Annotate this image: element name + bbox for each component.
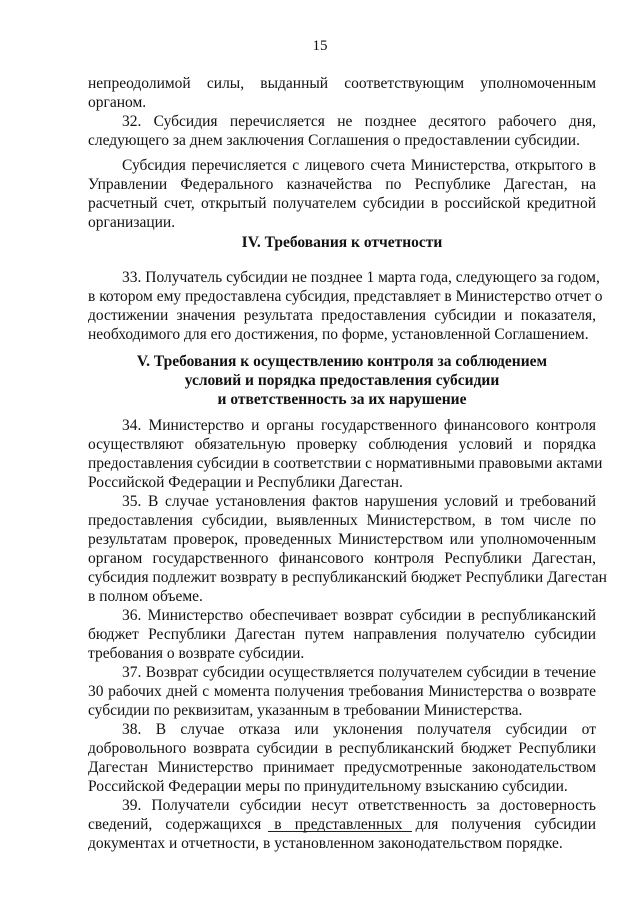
text-line: 30 рабочих дней с момента получения требования Министерства о возврате: [88, 683, 596, 700]
text-line: Дагестан Министерство принимает предусмотренные законодательством: [88, 759, 596, 776]
text-line: Управлении Федерального казначейства по Республике Дагестан, на: [88, 176, 596, 193]
paragraph-first-line: Субсидия перечисляется с лицевого счета Министерства, открытого в: [122, 157, 596, 174]
paragraph-last-line: Российской Федерации меры по принудительному взысканию субсидии.: [88, 778, 568, 795]
section-heading-line: и ответственность за их нарушение: [217, 391, 467, 408]
paragraph-first-line: 37. Возврат субсидии осуществляется получателем субсидии в течение: [122, 664, 596, 681]
text-line: предоставления субсидии, выявленных Министерством, в том числе по: [88, 512, 596, 529]
paragraph-last-line: Российской Федерации и Республики Дагестан.: [88, 474, 403, 491]
page-number: 15: [312, 38, 328, 54]
paragraph-last-line: необходимого для его достижения, по форме, установленной Соглашением.: [88, 326, 589, 343]
paragraph-last-line: документах и отчетности, в установленном законодательством порядке.: [88, 835, 563, 852]
paragraph-first-line: 32. Субсидия перечисляется не позднее десятого рабочего дня,: [122, 113, 596, 130]
paragraph-last-line: следующего за днем заключения Соглашения о предоставлении субсидии.: [88, 132, 580, 149]
section-heading-line: условий и порядка предоставления субсидии: [184, 372, 500, 389]
text-line: достижении значения результата предоставления субсидии и показателя,: [88, 307, 596, 324]
paragraph-last-line: субсидии по реквизитам, указанным в требовании Министерства.: [88, 702, 523, 719]
paragraph-last-line: в полном объеме.: [88, 588, 203, 605]
paragraph-first-line: 36. Министерство обеспечивает возврат субсидии в республиканский: [122, 607, 596, 624]
text-line: субсидия подлежит возврату в республиканский бюджет Республики Дагестан: [88, 569, 607, 586]
text-line: осуществляют обязательную проверку соблюдения условий и порядка: [88, 436, 596, 453]
paragraph-first-line: 35. В случае установления фактов нарушения условий и требований: [122, 493, 596, 510]
paragraph-first-line: 33. Получатель субсидии не позднее 1 марта года, следующего за годом,: [122, 269, 600, 286]
text-line: сведений, содержащихся в представленных для получения субсидии: [88, 816, 596, 833]
text-line: непреодолимой силы, выданный соответствующим уполномоченным: [88, 75, 596, 92]
paragraph-last-line: требования о возврате субсидии.: [88, 645, 305, 662]
text-line: расчетный счет, открытый получателем субсидии в российской кредитной: [88, 195, 596, 212]
closing-rule: [268, 831, 412, 832]
paragraph-last-line: организации.: [88, 214, 176, 231]
paragraph-first-line: 34. Министерство и органы государственного финансового контроля: [122, 417, 596, 434]
paragraph-first-line: 38. В случае отказа или уклонения получателя субсидии от: [122, 721, 596, 738]
text-line: органом государственного финансового контроля Республики Дагестан,: [88, 550, 596, 567]
text-line: результатам проверок, проведенных Министерством или уполномоченным: [88, 531, 596, 548]
section-heading-line: V. Требования к осуществлению контроля за соблюдением: [136, 353, 548, 370]
text-line: предоставления субсидии в соответствии с нормативными правовыми актами: [88, 455, 603, 472]
section-heading-line: IV. Требования к отчетности: [241, 234, 443, 251]
text-line: в котором ему предоставлена субсидия, представляет в Министерство отчет о: [88, 288, 603, 305]
paragraph-last-line: органом.: [88, 94, 147, 111]
paragraph-first-line: 39. Получатели субсидии несут ответственность за достоверность: [122, 797, 596, 814]
text-line: добровольного возврата субсидии в республиканский бюджет Республики: [88, 740, 596, 757]
text-line: бюджет Республики Дагестан путем направления получателю субсидии: [88, 626, 596, 643]
